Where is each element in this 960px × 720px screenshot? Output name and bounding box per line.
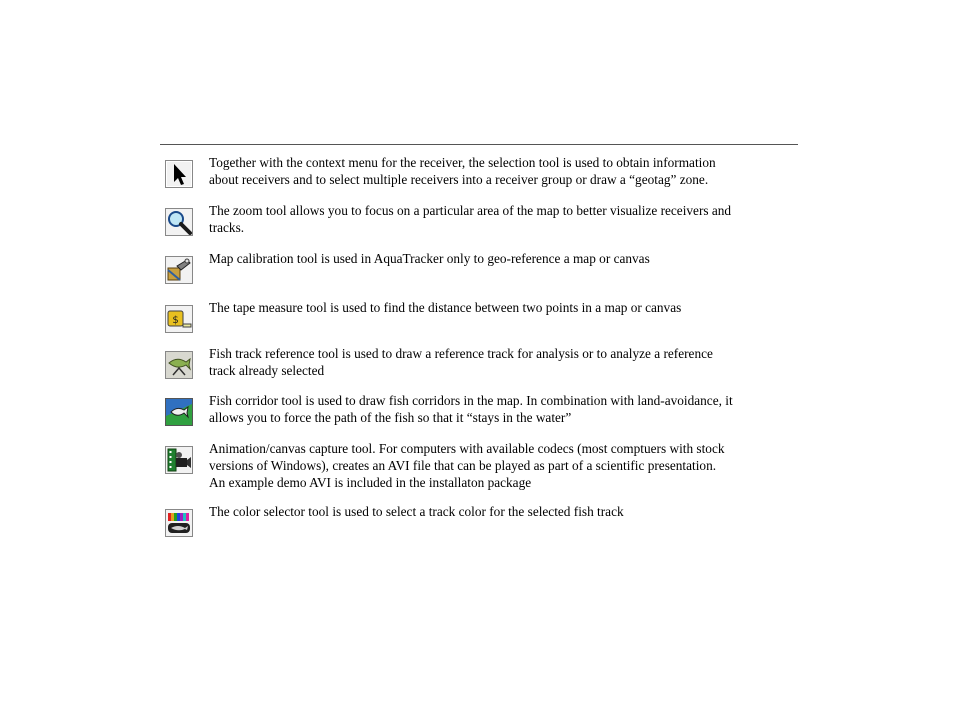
arrow-pointer-icon[interactable] bbox=[165, 160, 193, 188]
fish-corridor-icon[interactable] bbox=[165, 398, 193, 426]
film-camera-icon[interactable] bbox=[165, 446, 193, 474]
tool-description: Map calibration tool is used in AquaTracker only to geo-reference a map or canvas bbox=[209, 251, 650, 266]
tool-description: Together with the context menu for the receiver, the selection tool is used to obtain information about receivers and to select multiple receivers into a receiver group or draw a “geotag” zone. bbox=[209, 155, 716, 187]
map-calibration-icon[interactable] bbox=[165, 256, 193, 284]
tool-description: Animation/canvas capture tool. For computers with available codecs (most comptuers with stock versions of Windows), creates an AVI file that can be played as part of a scientific presentation. An example demo AVI is included in the installaton package bbox=[209, 441, 725, 490]
tool-description: The color selector tool is used to select a track color for the selected fish track bbox=[209, 504, 624, 519]
tool-description: The zoom tool allows you to focus on a particular area of the map to better visualize receivers and tracks. bbox=[209, 203, 732, 235]
fish-track-icon[interactable] bbox=[165, 351, 193, 379]
tool-description: Fish track reference tool is used to draw a reference track for analysis or to analyze a reference track already selected bbox=[209, 346, 713, 378]
color-selector-icon[interactable] bbox=[165, 509, 193, 537]
tape-measure-icon[interactable] bbox=[165, 305, 193, 333]
tool-description: Fish corridor tool is used to draw fish corridors in the map. In combination with land-avoidance, it allows you to force the path of the fish so that it “stays in the water” bbox=[209, 393, 733, 425]
magnifier-icon[interactable] bbox=[165, 208, 193, 236]
tool-description: The tape measure tool is used to find the distance between two points in a map or canvas bbox=[209, 300, 682, 315]
top-divider bbox=[160, 144, 798, 145]
svg-text:$: $ bbox=[172, 315, 179, 326]
